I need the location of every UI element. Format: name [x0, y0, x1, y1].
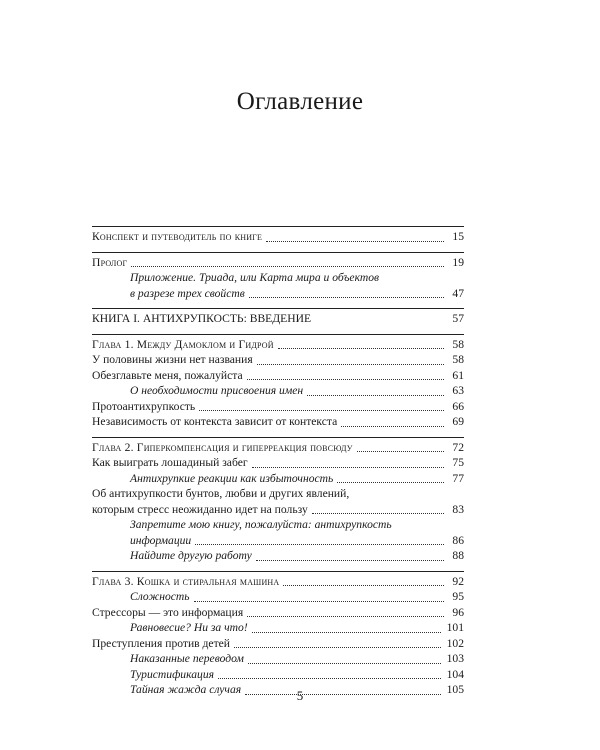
toc-section	[92, 252, 464, 302]
dot-leader	[194, 601, 444, 602]
toc-entry-title: в разрезе трех свойств	[130, 286, 245, 300]
toc-page-number: 92	[452, 574, 464, 588]
dot-leader	[278, 348, 444, 349]
toc-entry-title: У половины жизни нет названия	[92, 353, 253, 366]
dot-leader	[341, 426, 444, 427]
toc-entry-title: Конспект и путеводитель по книге	[92, 230, 263, 243]
dot-leader	[252, 632, 441, 633]
toc-page-number: 63	[452, 384, 464, 397]
toc-entry-title: Глава 2. Гиперкомпенсация и гиперреакция повсюду	[92, 440, 353, 454]
toc-page-number: 104	[446, 667, 464, 681]
toc-page-number: 86	[452, 533, 464, 547]
toc-entry-title: Преступления против детей	[92, 636, 230, 650]
toc-entry[interactable]	[92, 605, 464, 621]
toc-entry[interactable]	[92, 471, 464, 487]
toc-entry-title: Независимость от контекста зависит от контекста	[92, 415, 338, 428]
toc-page-number: 61	[452, 368, 464, 382]
toc-section	[92, 308, 464, 327]
toc-entry[interactable]	[92, 229, 464, 245]
toc-entry[interactable]	[92, 486, 464, 502]
toc-page-number: 77	[452, 471, 464, 485]
toc-entry[interactable]	[92, 286, 464, 302]
dot-leader	[234, 647, 441, 648]
dot-leader	[195, 544, 444, 545]
toc-page-number: 95	[452, 590, 464, 603]
toc-entry[interactable]	[92, 440, 464, 456]
toc-entry-title: Наказанные переводом	[130, 652, 244, 665]
toc-entry-title: которым стресс неожиданно идет на пользу	[92, 502, 308, 516]
toc-page-number: 58	[452, 353, 464, 366]
toc-entry-title: Обезглавьте меня, пожалуйста	[92, 368, 243, 382]
toc-entry-title: Найдите другую работу	[130, 549, 252, 562]
toc-entry[interactable]	[92, 517, 464, 533]
toc-entry-title: Запретите мою книгу, пожалуйста: антихрупкость	[130, 518, 392, 531]
dot-leader	[312, 513, 444, 514]
toc-entry[interactable]	[92, 533, 464, 549]
toc-page-number: 101	[446, 621, 464, 634]
toc-page-number: 105	[446, 683, 464, 696]
toc-entry[interactable]	[92, 620, 464, 636]
toc-entry-title: КНИГА I. АНТИХРУПКОСТЬ: ВВЕДЕНИЕ	[92, 312, 312, 325]
toc-entry[interactable]	[92, 502, 464, 518]
toc-page-number: 66	[452, 399, 464, 413]
page-title: Оглавление	[236, 88, 364, 115]
toc-page-number: 58	[452, 337, 464, 351]
toc-entry-title: Равновесие? Ни за что!	[130, 621, 248, 634]
toc-entry[interactable]	[92, 574, 464, 590]
dot-leader	[283, 585, 444, 586]
dot-leader	[199, 410, 444, 411]
toc-page-number: 103	[446, 652, 464, 665]
dot-leader	[218, 678, 441, 679]
toc-entry-title: О необходимости присвоения имен	[130, 384, 304, 397]
toc-entry[interactable]	[92, 383, 464, 399]
toc-entry[interactable]	[92, 589, 464, 605]
toc-entry-title: Приложение. Триада, или Карта мира и объектов	[130, 271, 380, 284]
dot-leader	[249, 297, 444, 298]
toc-entry[interactable]	[92, 651, 464, 667]
toc-entry[interactable]	[92, 368, 464, 384]
toc-page-number: 15	[452, 230, 464, 243]
toc-section	[92, 226, 464, 245]
dot-leader	[357, 451, 444, 452]
dot-leader	[131, 266, 444, 267]
dot-leader	[256, 560, 444, 561]
toc-entry-title: Как выиграть лошадиный забег	[92, 456, 248, 469]
toc-page-number: 75	[452, 456, 464, 469]
toc-section	[92, 334, 464, 430]
toc-page-number: 19	[452, 255, 464, 269]
toc-entry-title: Туристификация	[130, 667, 215, 681]
toc-entry[interactable]	[92, 311, 464, 327]
table-of-contents	[92, 226, 464, 705]
toc-page-number: 72	[452, 440, 464, 454]
toc-entry-title: Пролог	[92, 255, 128, 269]
toc-entry[interactable]	[92, 270, 464, 286]
toc-entry-title: Тайная жажда случая	[130, 683, 242, 696]
toc-section	[92, 571, 464, 698]
toc-entry-title: Стрессоры — это информация	[92, 605, 244, 619]
toc-entry[interactable]	[92, 255, 464, 271]
toc-page-number: 57	[452, 312, 464, 325]
toc-page-number: 96	[452, 605, 464, 619]
toc-page-number: 88	[452, 549, 464, 562]
toc-entry[interactable]	[92, 337, 464, 353]
dot-leader	[337, 482, 444, 483]
toc-entry-title: Сложность	[130, 590, 190, 603]
toc-page-number: 47	[452, 286, 464, 300]
toc-entry[interactable]	[92, 636, 464, 652]
toc-entry-title: Об антихрупкости бунтов, любви и других явлений,	[92, 487, 350, 500]
toc-entry[interactable]	[92, 352, 464, 368]
dot-leader	[247, 616, 444, 617]
toc-page-number: 83	[452, 502, 464, 516]
toc-entry-title: Глава 1. Между Дамоклом и Гидрой	[92, 337, 274, 351]
page-number: 5	[296, 688, 304, 703]
dot-leader	[247, 379, 444, 380]
toc-entry-title: Антихрупкие реакции как избыточность	[130, 471, 334, 485]
dot-leader	[307, 395, 444, 396]
toc-entry-title: Глава 3. Кошка и стиральная машина	[92, 574, 280, 588]
toc-entry[interactable]	[92, 399, 464, 415]
dot-leader	[252, 467, 444, 468]
toc-entry-title: Протоантихрупкость	[92, 399, 196, 413]
toc-entry[interactable]	[92, 667, 464, 683]
toc-page-number: 69	[452, 415, 464, 428]
dot-leader	[248, 663, 441, 664]
toc-entry[interactable]	[92, 548, 464, 564]
toc-entry[interactable]	[92, 414, 464, 430]
dot-leader	[266, 241, 444, 242]
toc-section	[92, 437, 464, 564]
toc-entry[interactable]	[92, 455, 464, 471]
toc-entry-title: информации	[130, 533, 192, 547]
dot-leader	[257, 364, 444, 365]
toc-page-number: 102	[446, 636, 464, 650]
